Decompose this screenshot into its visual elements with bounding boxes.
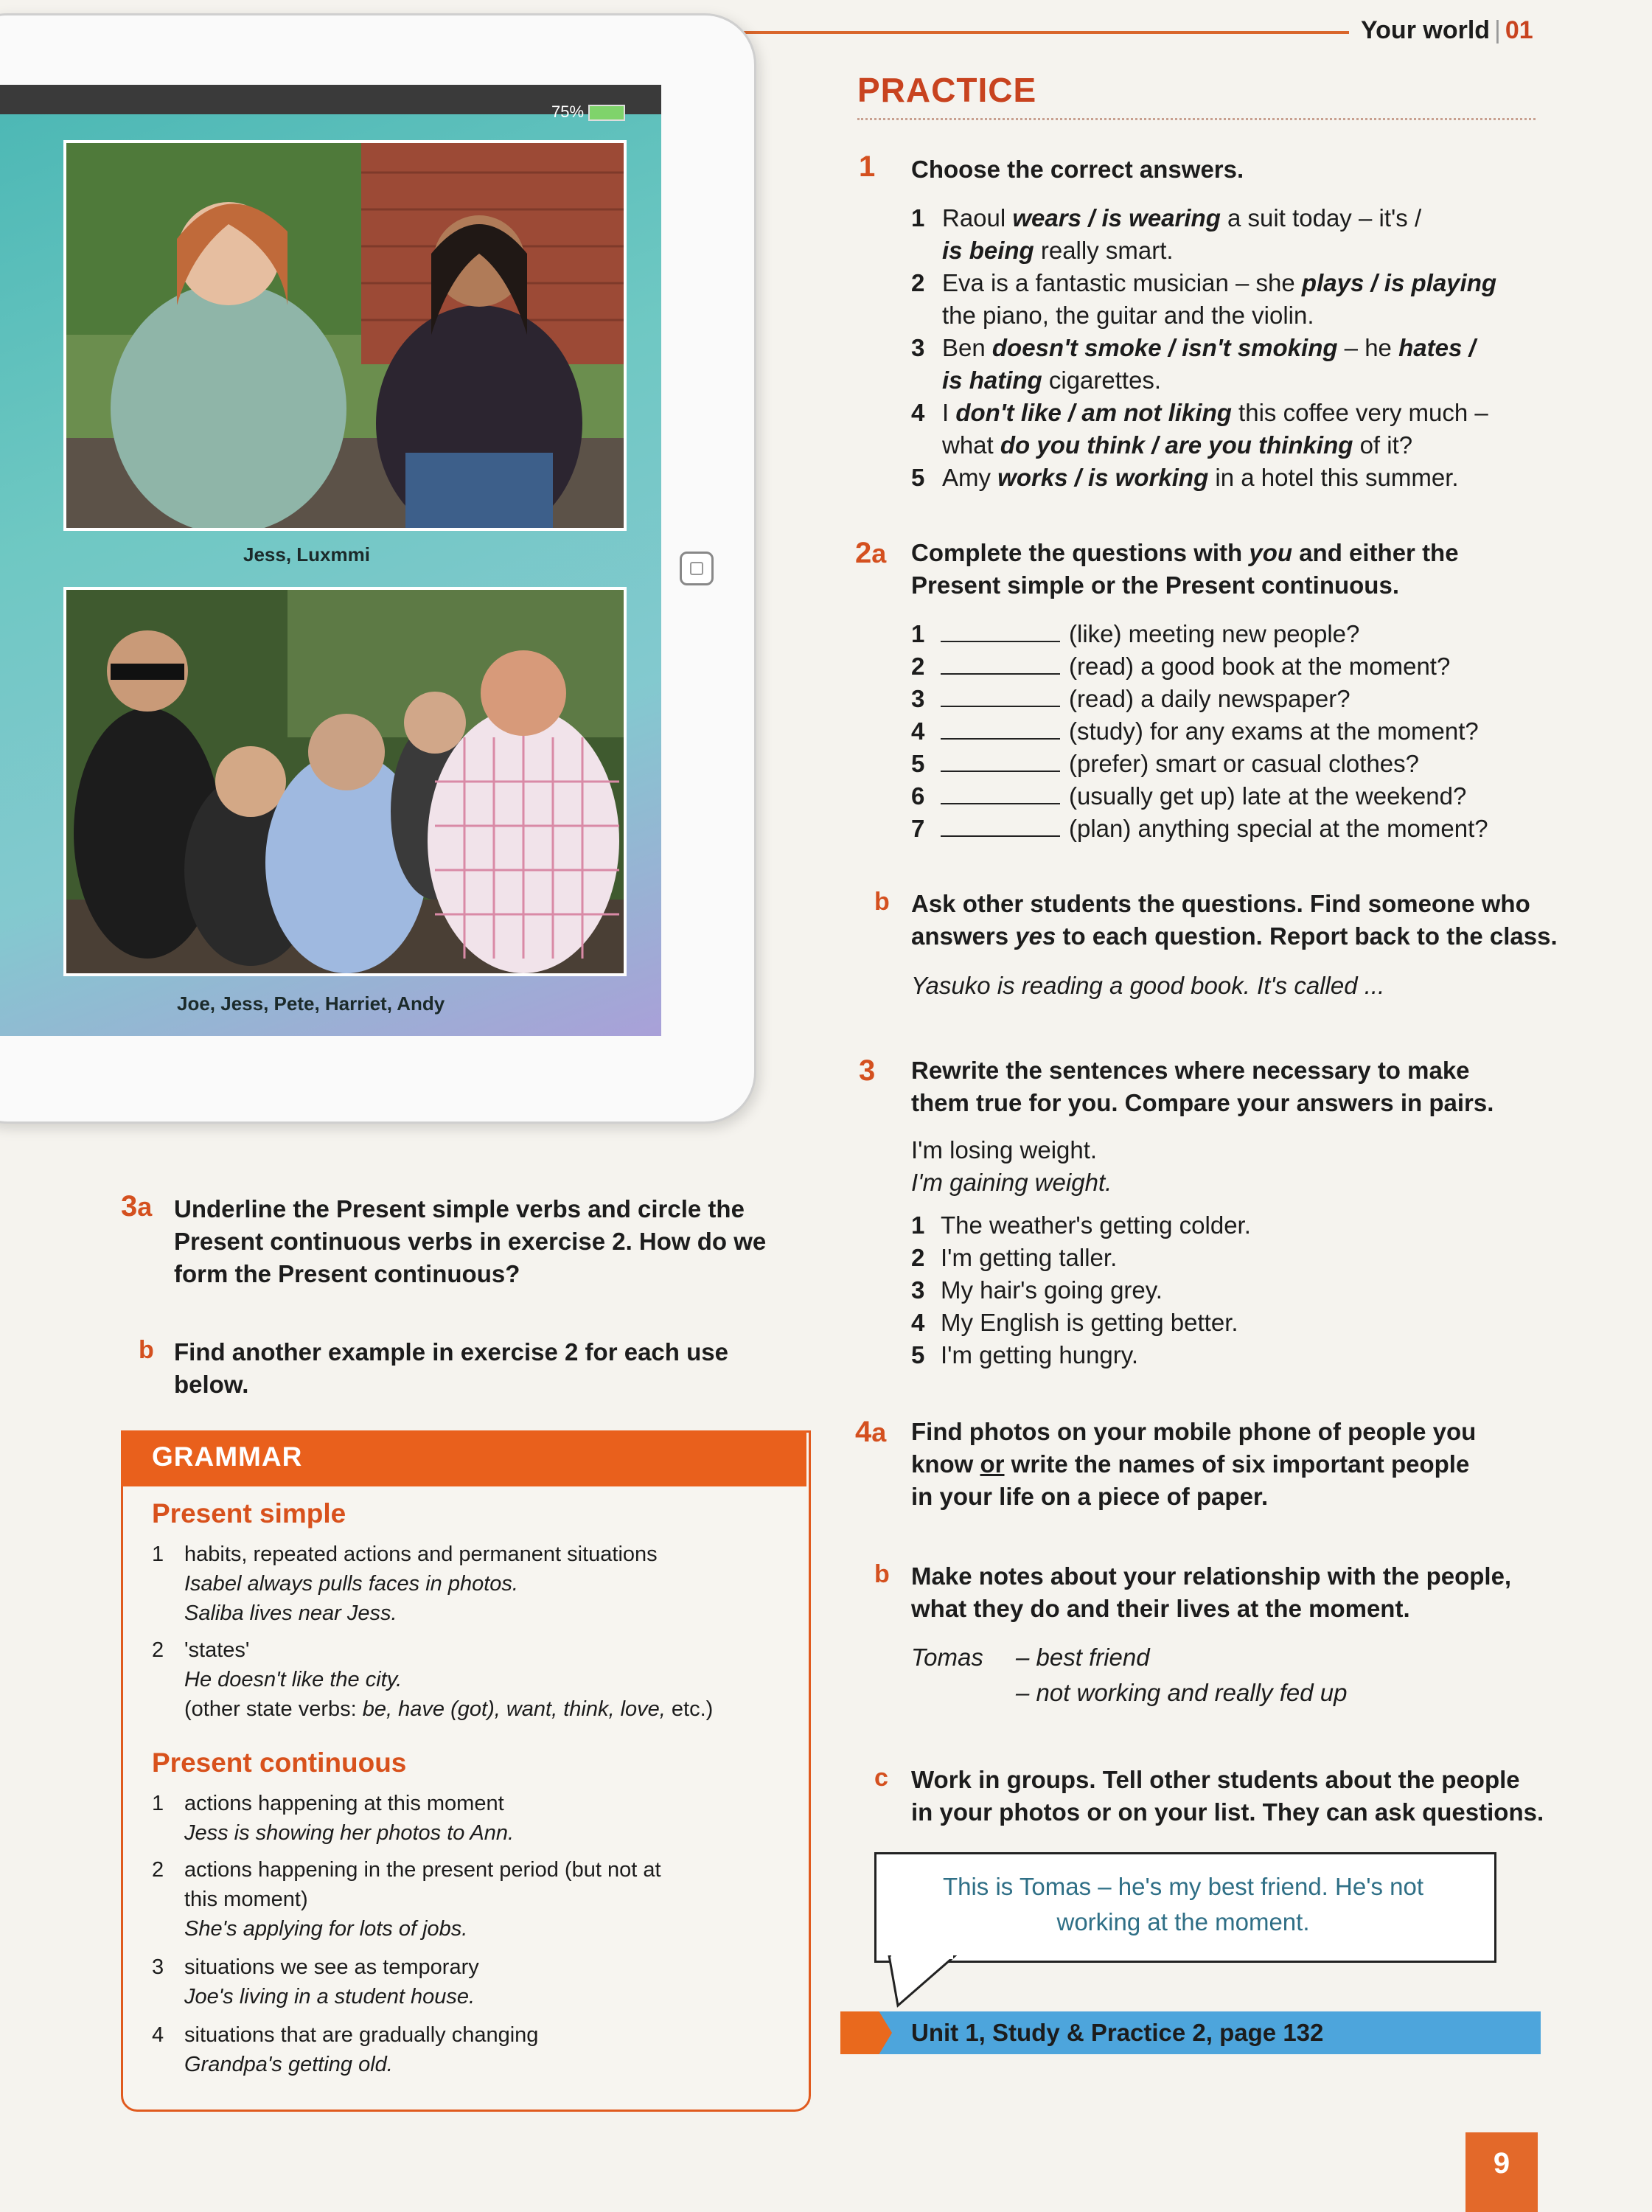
- ex2a-item-text: (prefer) smart or casual clothes?: [1069, 750, 1420, 777]
- ex3-item: [911, 1307, 1545, 1339]
- ex3a-number: 3a: [121, 1190, 153, 1222]
- ex2a-instruction: Complete the questions with you and either the Present simple or the Present continuous.: [911, 539, 1459, 599]
- ex2a-item-number: 7: [911, 815, 925, 842]
- study-practice-reference[interactable]: Unit 1, Study & Practice 2, page 132: [911, 2019, 1324, 2046]
- ex3-item: [911, 1339, 1545, 1371]
- ex2a-item: [911, 780, 1545, 813]
- ex2a-item-number: 4: [911, 717, 925, 745]
- answer-blank[interactable]: [941, 620, 1060, 642]
- grammar-continuous-item-3: 3 situations we see as temporary Joe's living in a student house.: [152, 1955, 479, 2008]
- ex2a-item: [911, 683, 1545, 715]
- ex2b-example: Yasuko is reading a good book. It's called ...: [911, 972, 1385, 999]
- ex3b-instruction: Find another example in exercise 2 for each use below.: [174, 1338, 728, 1398]
- photo-jess-luxmmi: [63, 140, 627, 531]
- unit-number: 01: [1505, 16, 1533, 44]
- grammar-simple-item-1: 1 habits, repeated actions and permanent situations Isabel always pulls faces in photos. Saliba lives near Jess.: [152, 1543, 658, 1625]
- grammar-continuous-item-4: 4 situations that are gradually changing Grandpa's getting old.: [152, 2023, 539, 2076]
- ex4b-note-2: – not working and really fed up: [1016, 1679, 1348, 1706]
- answer-blank[interactable]: [941, 685, 1060, 707]
- ex3-number: 3: [859, 1054, 876, 1087]
- ex1-item-number: 1: [911, 204, 925, 232]
- grammar-present-continuous-heading: Present continuous: [152, 1747, 407, 1778]
- ex2a-item-number: 6: [911, 782, 925, 810]
- photo-group: [63, 587, 627, 976]
- practice-rule: [857, 118, 1536, 120]
- answer-blank[interactable]: [941, 750, 1060, 772]
- answer-blank[interactable]: [941, 653, 1060, 675]
- practice-title: PRACTICE: [857, 71, 1037, 109]
- ex3-item-list: [911, 1209, 1545, 1371]
- ex2a-item-list: [911, 618, 1545, 845]
- grammar-continuous-item-2: 2 actions happening in the present period (but not at this moment) She's applying for lots of jobs.: [152, 1858, 661, 1941]
- ex1-item: 5 Amy works / is working in a hotel this summer.: [911, 462, 1545, 494]
- ex3-item-number: 4: [911, 1309, 925, 1336]
- ex3b-letter: b: [139, 1336, 154, 1364]
- battery-indicator: 75%: [551, 102, 625, 122]
- ex3a-instruction: Underline the Present simple verbs and circle the Present continuous verbs in exercise 2. How do we form the Present continuous?: [174, 1195, 767, 1287]
- ex2b-letter: b: [874, 888, 890, 916]
- ex4a-instruction: Find photos on your mobile phone of people you know or write the names of six important people in your life on a piece of paper.: [911, 1418, 1477, 1510]
- ex3-item-text: I'm getting taller.: [941, 1244, 1118, 1271]
- ex3-example: I'm losing weight. I'm gaining weight.: [911, 1136, 1112, 1196]
- ex1-item: 2 Eva is a fantastic musician – she plays / is playing the piano, the guitar and the violin.: [911, 267, 1545, 332]
- ex3-item-text: My English is getting better.: [941, 1309, 1238, 1336]
- ex1-item-list: [911, 202, 1545, 494]
- section-title: Your world: [1361, 16, 1491, 44]
- ex3-item-text: My hair's going grey.: [941, 1276, 1163, 1304]
- ex4b-note-name: Tomas: [911, 1644, 983, 1671]
- ex3-item-number: 2: [911, 1244, 925, 1271]
- answer-blank[interactable]: [941, 782, 1060, 804]
- ex3-item-number: 5: [911, 1341, 925, 1368]
- ex3-instruction: Rewrite the sentences where necessary to make them true for you. Compare your answers in pairs.: [911, 1057, 1494, 1116]
- ex2a-item-text: (read) a good book at the moment?: [1069, 653, 1451, 680]
- ex3-item: [911, 1274, 1545, 1307]
- photo-caption-1: Jess, Luxmmi: [243, 543, 370, 566]
- ex1-item-number: 5: [911, 464, 925, 491]
- answer-blank[interactable]: [941, 717, 1060, 740]
- ex1-item-number: 2: [911, 269, 925, 296]
- ex3-item-number: 1: [911, 1211, 925, 1239]
- grammar-simple-item-2: 2 'states' He doesn't like the city. (other state verbs: be, have (got), want, think, love, etc.): [152, 1638, 714, 1721]
- ex2a-item: [911, 618, 1545, 650]
- ex4c-letter: c: [874, 1764, 888, 1792]
- battery-icon: [588, 105, 625, 121]
- ex2a-number: 2a: [855, 537, 887, 569]
- page-number: 9: [1493, 2147, 1510, 2180]
- ex3-item-text: The weather's getting colder.: [941, 1211, 1251, 1239]
- ex4a-number: 4a: [855, 1416, 887, 1448]
- ex2a-item: [911, 748, 1545, 780]
- ex1-item: 3 Ben doesn't smoke / isn't smoking – he hates / is hating cigarettes.: [911, 332, 1545, 397]
- ex4b-instruction: Make notes about your relationship with the people, what they do and their lives at the moment.: [911, 1562, 1512, 1622]
- ex2a-item: [911, 813, 1545, 845]
- ex2b-instruction: Ask other students the questions. Find someone who answers yes to each question. Report back to the class.: [911, 890, 1558, 950]
- ex3-item-number: 3: [911, 1276, 925, 1304]
- ex2a-item-text: (plan) anything special at the moment?: [1069, 815, 1488, 842]
- tablet-home-button[interactable]: [680, 552, 714, 585]
- ex1-item: 1 Raoul wears / is wearing a suit today – it's / is being really smart.: [911, 202, 1545, 267]
- answer-blank[interactable]: [941, 815, 1060, 837]
- grammar-present-simple-heading: Present simple: [152, 1498, 346, 1528]
- grammar-title: GRAMMAR: [152, 1441, 303, 1472]
- ex4b-note-1: – best friend: [1016, 1644, 1150, 1671]
- ex3-item-text: I'm getting hungry.: [941, 1341, 1138, 1368]
- ex3-item: [911, 1209, 1545, 1242]
- running-header: Your world | 01: [1361, 16, 1533, 44]
- ex2a-item: [911, 715, 1545, 748]
- ex2a-item-number: 5: [911, 750, 925, 777]
- ex1-item: 4 I don't like / am not liking this coffee very much – what do you think / are you thinking of it?: [911, 397, 1545, 462]
- header-rule: [737, 31, 1349, 34]
- ex3-item: [911, 1242, 1545, 1274]
- ex2a-item-text: (study) for any exams at the moment?: [1069, 717, 1479, 745]
- ex2a-item-number: 1: [911, 620, 925, 647]
- speech-bubble-text: This is Tomas – he's my best friend. He's not working at the moment.: [942, 1873, 1424, 1935]
- ex4c-instruction: Work in groups. Tell other students about the people in your photos or on your list. They can ask questions.: [911, 1766, 1544, 1826]
- photo-caption-2: Joe, Jess, Pete, Harriet, Andy: [177, 992, 445, 1015]
- ex2a-item-text: (usually get up) late at the weekend?: [1069, 782, 1467, 810]
- grammar-continuous-item-1: 1 actions happening at this moment Jess is showing her photos to Ann.: [152, 1792, 515, 1845]
- ex1-number: 1: [859, 150, 876, 183]
- ex2a-item-text: (read) a daily newspaper?: [1069, 685, 1350, 712]
- ex2a-item-number: 2: [911, 653, 925, 680]
- ex2a-item-text: (like) meeting new people?: [1069, 620, 1360, 647]
- ex4b-letter: b: [874, 1560, 890, 1588]
- ex2a-item-number: 3: [911, 685, 925, 712]
- speech-bubble-tail: [885, 1955, 966, 2008]
- ex1-instruction: Choose the correct answers.: [911, 156, 1244, 183]
- ex2a-item: [911, 650, 1545, 683]
- ex1-item-number: 3: [911, 334, 925, 361]
- ex1-item-number: 4: [911, 399, 925, 426]
